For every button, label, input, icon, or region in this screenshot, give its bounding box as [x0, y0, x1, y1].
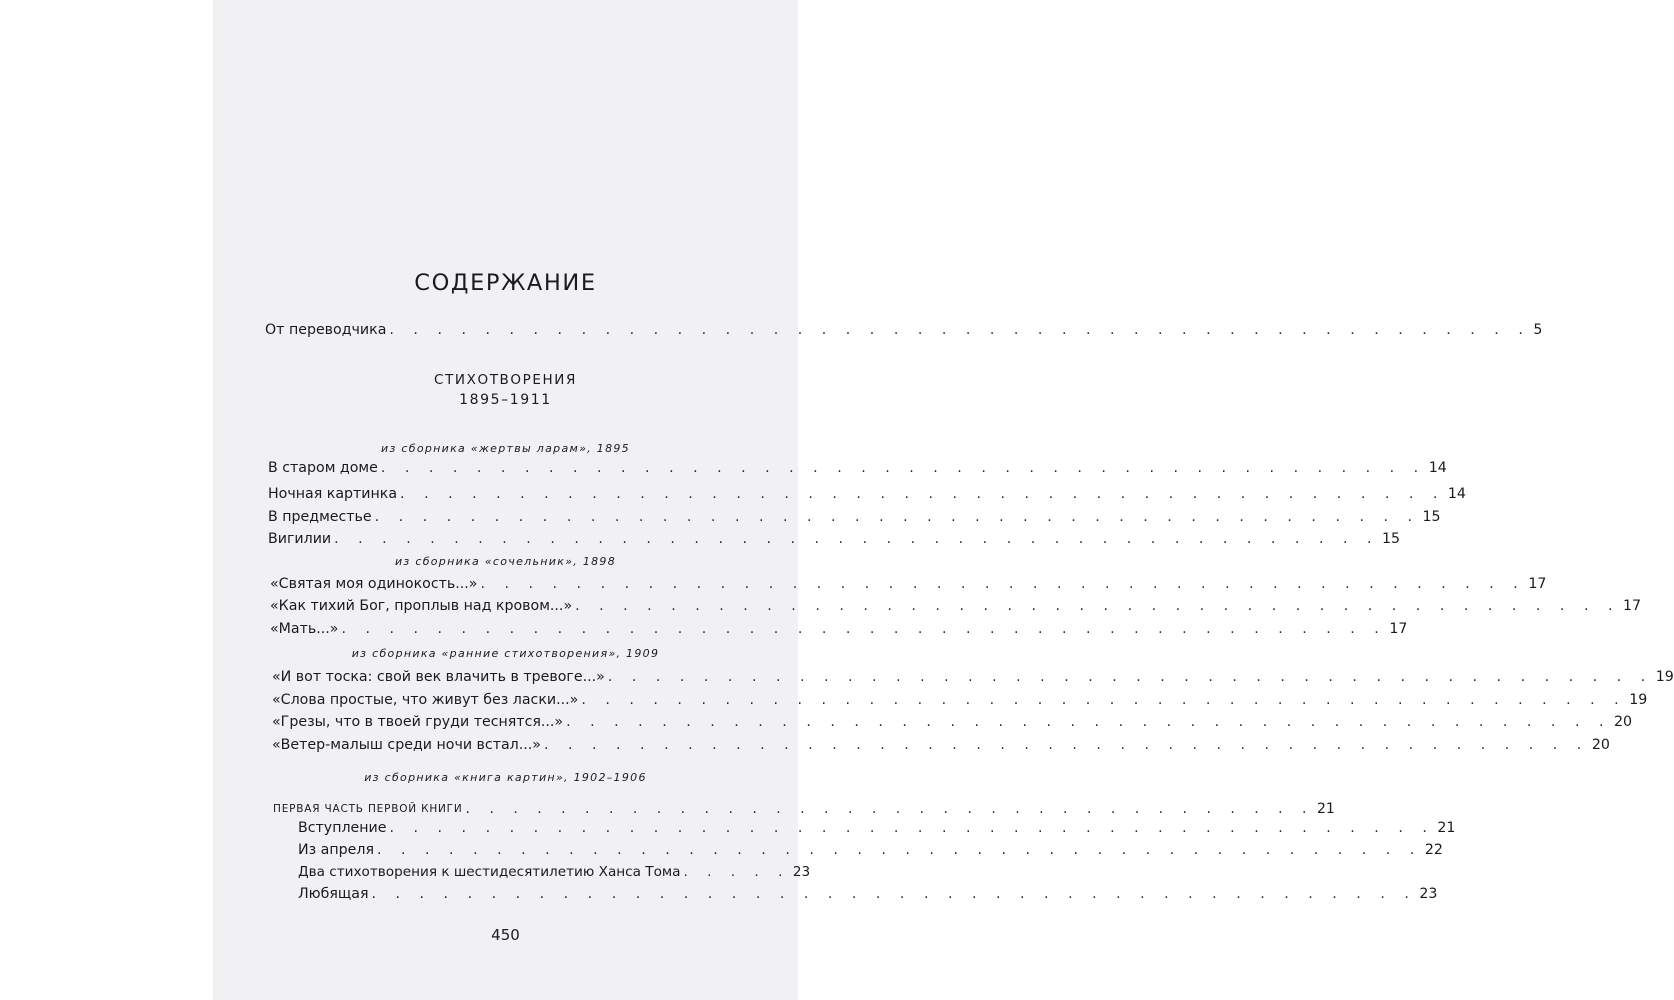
entry-page: 14 — [1447, 486, 1466, 502]
toc-entry — [298, 841, 1443, 859]
section-title: СТИХОТВОРЕНИЯ — [434, 372, 577, 388]
leader-dots: . . . . . . . . . . . . . . . . . . . . . . . . . . . . . . . . . . . . . . . . . . . . — [380, 460, 1426, 476]
leader-dots: . . . . . . . . . . . . . . . . . . . . . . . . . . . . . . . . . . . . . . . . . . . . . . . . — [389, 322, 1531, 338]
toc-entry — [298, 863, 811, 881]
leader-dots: . . . . . . . . . . . . . . . . . . . . . . . . . . . . . . . . . . . . . . . . . . . . — [341, 621, 1387, 637]
toc-entry — [268, 459, 1447, 477]
toc-title: СОДЕРЖАНИЕ — [414, 270, 597, 296]
entry-page: 19 — [1629, 692, 1648, 708]
entry-page: 14 — [1428, 460, 1447, 476]
entry-title: «Слова простые, что живут без ласки...» — [272, 692, 579, 708]
entry-page: 17 — [1389, 621, 1408, 637]
entry-page: 5 — [1533, 322, 1543, 338]
entry-page: 21 — [1317, 801, 1335, 817]
entry-page: 19 — [1655, 669, 1674, 685]
entry-page: 23 — [1419, 886, 1438, 902]
collection-heading: из сборника «книга картин», 1902–1906 — [364, 771, 647, 784]
entry-title: В предместье — [268, 509, 372, 525]
entry-title: Любящая — [298, 886, 369, 902]
leader-dots: . . . . . . . . . . . . . . . . . . . . . . . . . . . . . . . . . . . . . . . . . . . . — [480, 576, 1526, 592]
entry-title: «Ветер-малыш среди ночи встал...» — [272, 737, 541, 753]
table-of-contents — [213, 0, 1674, 1000]
leader-dots: . . . . . — [683, 864, 790, 880]
entry-title: Из апреля — [298, 842, 374, 858]
entry-title: «Как тихий Бог, проплыв над кровом...» — [270, 598, 573, 614]
leader-dots: . . . . . . . . . . . . . . . . . . . . . . . . . . . . . . . . . . . . . . . . . . . . — [543, 737, 1589, 753]
book-page — [213, 0, 1674, 1000]
toc-entry — [268, 485, 1466, 503]
toc-entry — [273, 800, 1335, 818]
toc-entry — [272, 713, 1633, 731]
entry-page: 17 — [1622, 598, 1642, 614]
collection-heading: из сборника «ранние стихотворения», 1909 — [351, 647, 660, 660]
leader-dots: . . . . . . . . . . . . . . . . . . . . . . . . . . . . . . . . . . . . . . . . . . . . — [334, 531, 1379, 547]
entry-title: «И вот тоска: свой век влачить в тревоге...» — [272, 669, 605, 685]
leader-dots: . . . . . . . . . . . . . . . . . . . . . . . . . . . . . . . . . . . . . . . . . . . . — [371, 886, 1417, 902]
collection-heading: из сборника «жертвы ларам», 1895 — [381, 442, 630, 455]
leader-dots: . . . . . . . . . . . . . . . . . . . . . . . . . . . . . . . . . . . . . . . . . . . . — [581, 692, 1627, 708]
entry-title: Вступление — [298, 820, 387, 836]
entry-page: 20 — [1613, 714, 1633, 730]
leader-dots: . . . . . . . . . . . . . . . . . . . . . . . . . . . . . . . . . . . . — [465, 801, 1315, 817]
leader-dots: . . . . . . . . . . . . . . . . . . . . . . . . . . . . . . . . . . . . . . . . . . . . — [607, 669, 1653, 685]
collection-heading: из сборника «сочельник», 1898 — [394, 555, 617, 568]
entry-page: 22 — [1424, 842, 1443, 858]
entry-page: 15 — [1422, 509, 1441, 525]
part-title: ПЕРВАЯ ЧАСТЬ ПЕРВОЙ КНИГИ — [273, 803, 463, 815]
entry-page: 20 — [1591, 737, 1610, 753]
section-years: 1895–1911 — [459, 392, 552, 408]
toc-entry — [272, 668, 1674, 686]
toc-entry — [270, 620, 1408, 638]
leader-dots: . . . . . . . . . . . . . . . . . . . . . . . . . . . . . . . . . . . . . . . . . . . . — [376, 842, 1422, 858]
entry-title: Ночная картинка — [268, 486, 398, 502]
leader-dots: . . . . . . . . . . . . . . . . . . . . . . . . . . . . . . . . . . . . . . . . . . . . — [575, 598, 1620, 614]
toc-entry — [272, 736, 1610, 754]
entry-title: «Мать...» — [270, 621, 339, 637]
leader-dots: . . . . . . . . . . . . . . . . . . . . . . . . . . . . . . . . . . . . . . . . . . . . — [400, 486, 1445, 502]
toc-entry — [272, 691, 1648, 709]
entry-page: 17 — [1528, 576, 1547, 592]
entry-title: В старом доме — [268, 460, 378, 476]
entry-page: 23 — [792, 864, 811, 880]
toc-entry — [298, 885, 1438, 903]
leader-dots: . . . . . . . . . . . . . . . . . . . . . . . . . . . . . . . . . . . . . . . . . . . . — [389, 820, 1435, 836]
toc-entry — [270, 575, 1547, 593]
entry-title: Вигилии — [268, 531, 332, 547]
toc-entry — [270, 597, 1642, 615]
entry-title: «Святая моя одинокость...» — [270, 576, 478, 592]
entry-page: 21 — [1437, 820, 1456, 836]
entry-title: «Грезы, что в твоей груди теснятся...» — [272, 714, 564, 730]
toc-entry — [268, 530, 1401, 548]
toc-entry — [298, 819, 1456, 837]
leader-dots: . . . . . . . . . . . . . . . . . . . . . . . . . . . . . . . . . . . . . . . . . . . . — [566, 714, 1611, 730]
entry-page: 15 — [1382, 531, 1401, 547]
toc-entry — [265, 321, 1543, 339]
entry-title: От переводчика — [265, 322, 387, 338]
toc-entry — [268, 508, 1441, 526]
entry-title: Два стихотворения к шестидесятилетию Ханса Тома — [298, 864, 681, 880]
leader-dots: . . . . . . . . . . . . . . . . . . . . . . . . . . . . . . . . . . . . . . . . . . . . — [374, 509, 1420, 525]
page-number: 450 — [491, 926, 520, 944]
